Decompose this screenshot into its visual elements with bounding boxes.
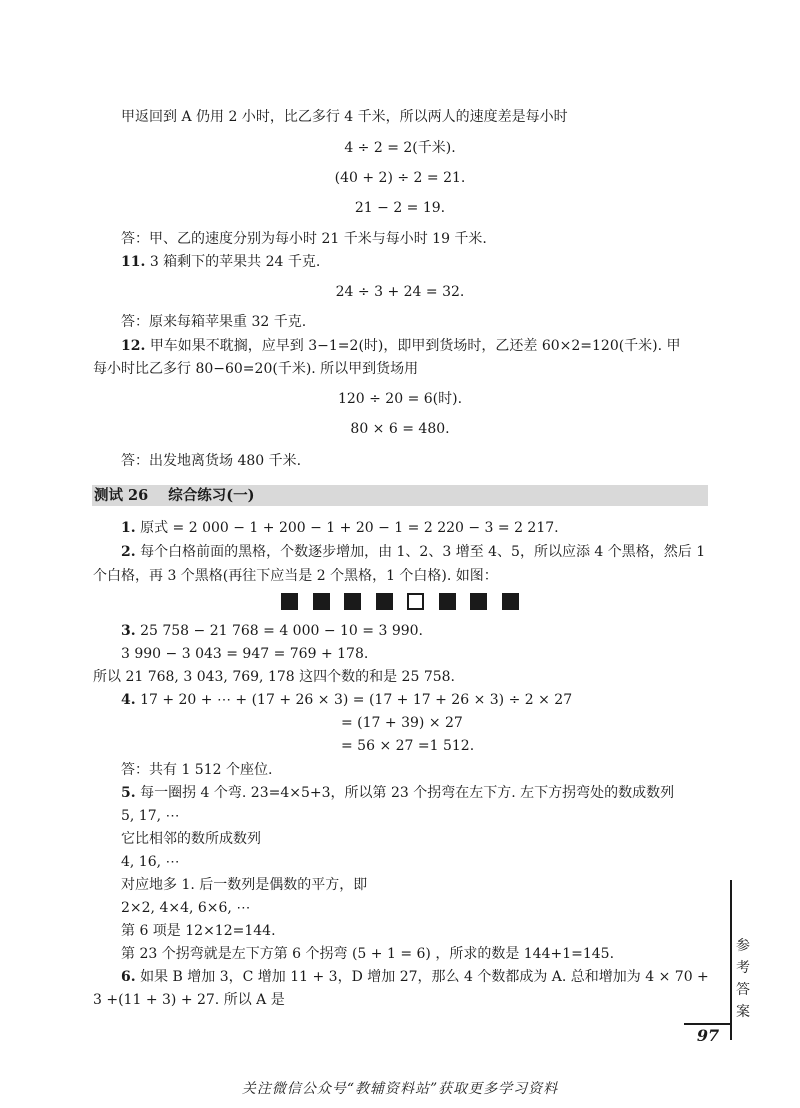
- page-number-rule: [684, 1023, 732, 1025]
- equation: 4 ÷ 2 = 2(千米).: [344, 140, 456, 156]
- white-square: [407, 593, 424, 610]
- text-line: 它比相邻的数所成数列: [121, 831, 261, 847]
- section-name: 综合练习(一): [168, 487, 255, 504]
- equation: 120 ÷ 20 = 6(时).: [337, 391, 463, 407]
- problem-11: [121, 252, 320, 272]
- text-line: 4, 16, ⋯: [121, 854, 180, 870]
- problem-12: [121, 336, 681, 356]
- problem-1: [121, 518, 559, 538]
- black-square: [470, 593, 487, 610]
- side-tab-char: 考: [736, 960, 750, 976]
- text-line: 3 990 − 3 043 = 947 = 769 + 178.: [121, 646, 369, 662]
- text-line: 第 6 项是 12×12=144.: [121, 923, 276, 939]
- answer-line: 答：原来每箱苹果重 32 千克.: [121, 314, 307, 330]
- problem-number: 3.: [121, 623, 136, 639]
- black-square: [502, 593, 519, 610]
- equation: 21 − 2 = 19.: [354, 200, 446, 216]
- problem-number: 12.: [121, 338, 146, 354]
- answer-line: 答：共有 1 512 个座位.: [121, 762, 273, 778]
- text-line: 2×2, 4×4, 6×6, ⋯: [121, 900, 251, 916]
- equation: = 56 × 27 =1 512.: [341, 738, 475, 754]
- problem-text: 每个白格前面的黑格，个数逐步增加，由 1、2、3 增至 4、5，所以应添 4 个黑格，然后 1: [140, 544, 706, 560]
- text-line: 第 23 个拐弯就是左下方第 6 个拐弯 (5 + 1 = 6) ，所求的数是 144+1=145.: [121, 946, 615, 962]
- page-number: 97: [696, 1026, 720, 1045]
- black-square: [376, 593, 393, 610]
- problem-number: 5.: [121, 785, 136, 801]
- black-square: [439, 593, 456, 610]
- text-line: 个白格，再 3 个黑格(再往下应当是 2 个黑格，1 个白格). 如图：: [93, 568, 498, 584]
- problem-text: 每一圈拐 4 个弯. 23=4×5+3，所以第 23 个拐弯在左下方. 左下方拐弯处的数成数列: [140, 785, 675, 801]
- answer-line: 答：出发地离货场 480 千米.: [121, 453, 302, 469]
- problem-6: [121, 967, 709, 987]
- section-number: 测试 26: [94, 487, 149, 504]
- section-title: [94, 486, 254, 506]
- text-line: 甲返回到 A 仍用 2 小时，比乙多行 4 千米，所以两人的速度差是每小时: [121, 109, 568, 125]
- text-line: 3 +(11 + 3) + 27. 所以 A 是: [93, 992, 285, 1008]
- problem-number: 6.: [121, 969, 136, 985]
- equation: = (17 + 39) × 27: [341, 715, 463, 731]
- problem-text: 原式 = 2 000 − 1 + 200 − 1 + 20 − 1 = 2 220 − 3 = 2 217.: [140, 520, 559, 536]
- problem-number: 4.: [121, 692, 136, 708]
- problem-text: 如果 B 增加 3，C 增加 11 + 3，D 增加 27，那么 4 个数都成为 A. 总和增加为 4 × 70 +: [140, 969, 709, 985]
- text-line: 5, 17, ⋯: [121, 808, 180, 824]
- problem-3: [121, 621, 423, 641]
- text-line: 每小时比乙多行 80−60=20(千米). 所以甲到货场用: [93, 361, 419, 377]
- equation: 80 × 6 = 480.: [350, 421, 450, 437]
- side-rule: [730, 880, 732, 1040]
- problem-number: 11.: [121, 254, 146, 270]
- footer-watermark: 关注微信公众号“教辅资料站”获取更多学习资料: [241, 1081, 559, 1097]
- problem-text: 25 758 − 21 768 = 4 000 − 10 = 3 990.: [140, 623, 423, 639]
- problem-text: 17 + 20 + ⋯ + (17 + 26 × 3) = (17 + 17 + 26 × 3) ÷ 2 × 27: [140, 692, 573, 708]
- problem-number: 1.: [121, 520, 136, 536]
- black-square: [344, 593, 361, 610]
- problem-number: 2.: [121, 544, 136, 560]
- answer-line: 答：甲、乙的速度分别为每小时 21 千米与每小时 19 千米.: [121, 231, 487, 247]
- side-tab-char: 案: [736, 1004, 750, 1020]
- side-tab-answers: [734, 935, 752, 1023]
- side-tab-char: 参: [736, 938, 750, 954]
- problem-5: [121, 783, 674, 803]
- text-line: 所以 21 768, 3 043, 769, 178 这四个数的和是 25 758.: [93, 669, 455, 685]
- problem-4: [121, 690, 572, 710]
- equation: 24 ÷ 3 + 24 = 32.: [335, 284, 465, 300]
- problem-text: 3 箱剩下的苹果共 24 千克.: [149, 254, 321, 270]
- text-line: 对应地多 1. 后一数列是偶数的平方，即: [121, 877, 368, 893]
- black-square: [313, 593, 330, 610]
- equation: (40 + 2) ÷ 2 = 21.: [334, 170, 466, 186]
- side-tab-char: 答: [736, 982, 750, 998]
- black-square: [281, 593, 298, 610]
- problem-2: [121, 542, 705, 562]
- problem-text: 甲车如果不耽搁，应早到 3−1=2(时)，即甲到货场时，乙还差 60×2=120(千米). 甲: [149, 338, 681, 354]
